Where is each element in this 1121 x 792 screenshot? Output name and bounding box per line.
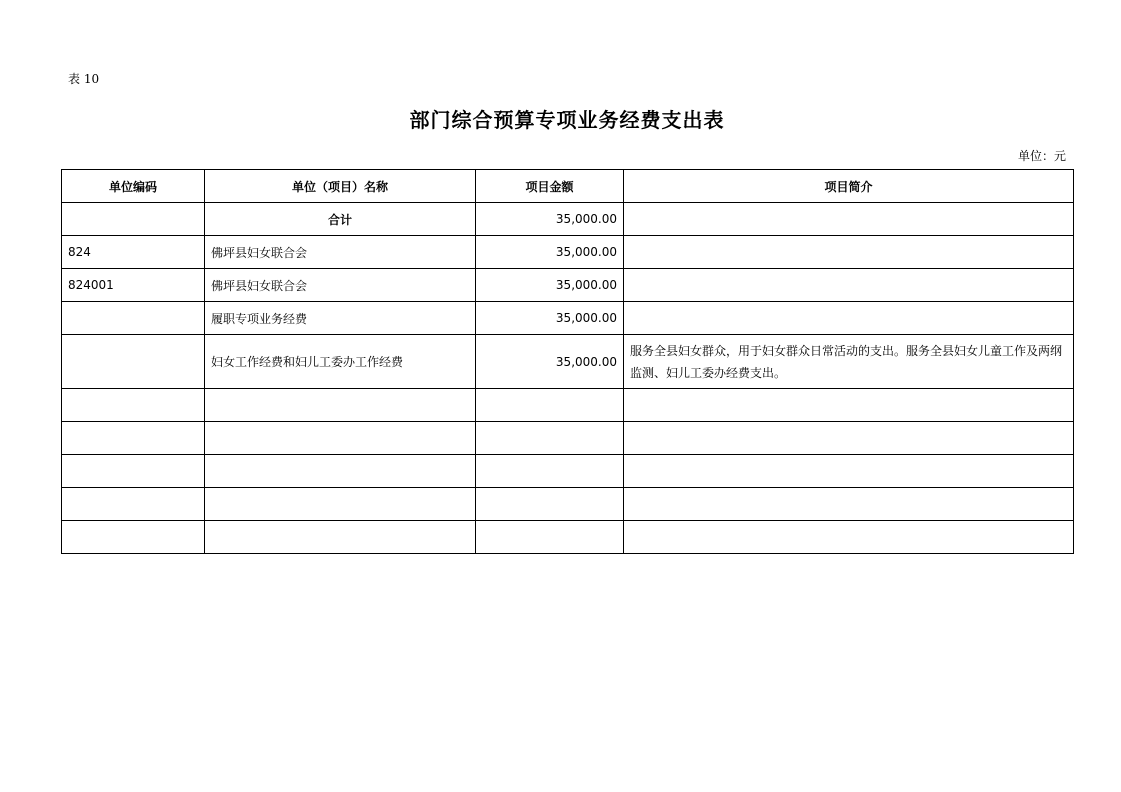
column-header-unit-name: 单位（项目）名称 <box>205 170 476 203</box>
cell-amount: 35,000.00 <box>476 236 624 269</box>
cell-code <box>62 302 205 335</box>
table-number-label: 表 10 <box>68 72 100 86</box>
cell-name: 佛坪县妇女联合会 <box>205 236 476 269</box>
cell-name: 佛坪县妇女联合会 <box>205 269 476 302</box>
cell-empty <box>476 389 624 422</box>
cell-description <box>624 236 1074 269</box>
column-header-unit-code: 单位编码 <box>62 170 205 203</box>
table-row <box>62 335 1074 389</box>
cell-empty <box>476 455 624 488</box>
budget-table <box>61 169 1074 554</box>
cell-code <box>62 203 205 236</box>
cell-empty <box>476 422 624 455</box>
table-row-total <box>62 203 1074 236</box>
table-row <box>62 236 1074 269</box>
cell-name: 履职专项业务经费 <box>205 302 476 335</box>
cell-description <box>624 269 1074 302</box>
cell-empty <box>476 521 624 554</box>
cell-empty <box>62 521 205 554</box>
cell-empty <box>624 389 1074 422</box>
table-row <box>62 302 1074 335</box>
table-row-empty <box>62 422 1074 455</box>
cell-empty <box>205 422 476 455</box>
cell-empty <box>62 488 205 521</box>
cell-empty <box>624 422 1074 455</box>
cell-description: 服务全县妇女群众，用于妇女群众日常活动的支出。服务全县妇女儿童工作及两纲监测、妇儿工委办经费支出。 <box>624 335 1074 389</box>
table-row <box>62 269 1074 302</box>
cell-empty <box>476 488 624 521</box>
column-header-amount: 项目金额 <box>476 170 624 203</box>
cell-empty <box>205 521 476 554</box>
cell-name: 妇女工作经费和妇儿工委办工作经费 <box>205 335 476 389</box>
table-row-empty <box>62 455 1074 488</box>
table-row-empty <box>62 389 1074 422</box>
cell-description <box>624 302 1074 335</box>
table-row-empty <box>62 521 1074 554</box>
cell-code: 824 <box>62 236 205 269</box>
cell-code <box>62 335 205 389</box>
cell-amount: 35,000.00 <box>476 335 624 389</box>
table-row-empty <box>62 488 1074 521</box>
cell-amount: 35,000.00 <box>476 302 624 335</box>
column-header-description: 项目简介 <box>624 170 1074 203</box>
cell-empty <box>205 488 476 521</box>
cell-empty <box>624 488 1074 521</box>
document-title: 部门综合预算专项业务经费支出表 <box>409 108 725 132</box>
cell-empty <box>62 422 205 455</box>
cell-description <box>624 203 1074 236</box>
table-header-row <box>62 170 1074 203</box>
cell-empty <box>624 455 1074 488</box>
cell-empty <box>205 389 476 422</box>
cell-name: 合计 <box>205 203 476 236</box>
cell-empty <box>624 521 1074 554</box>
cell-empty <box>62 389 205 422</box>
cell-empty <box>205 455 476 488</box>
cell-amount: 35,000.00 <box>476 203 624 236</box>
unit-label: 单位：元 <box>1017 149 1066 163</box>
cell-code: 824001 <box>62 269 205 302</box>
cell-empty <box>62 455 205 488</box>
cell-amount: 35,000.00 <box>476 269 624 302</box>
